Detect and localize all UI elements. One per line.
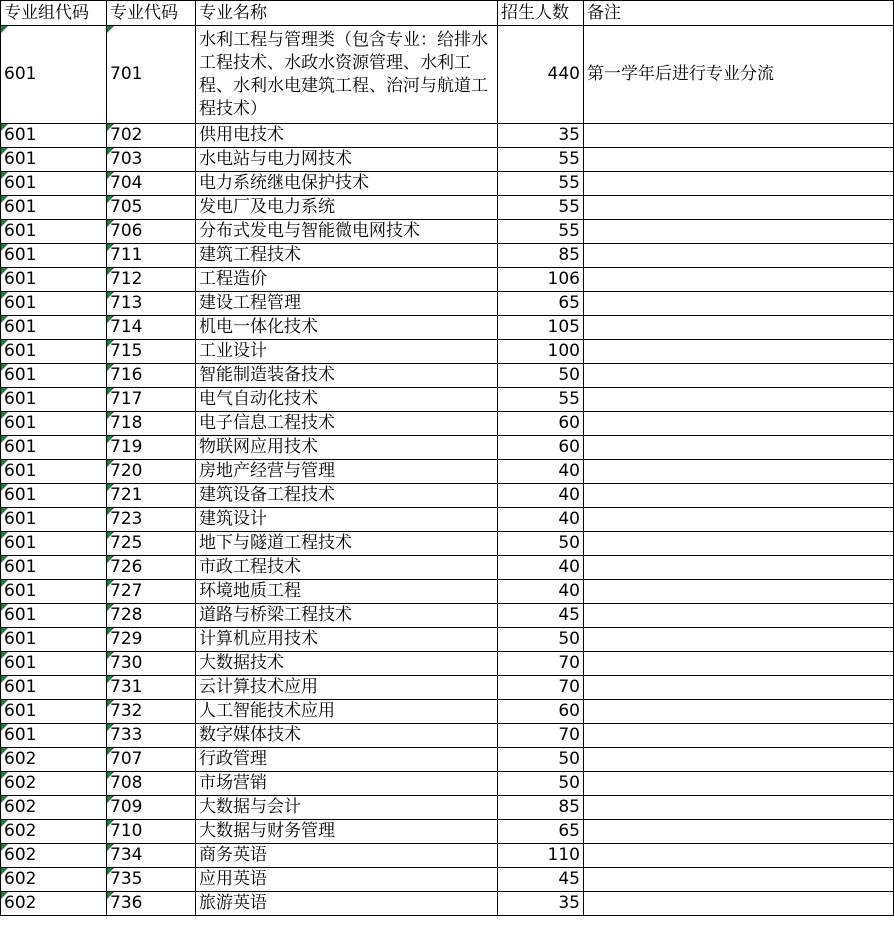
cell-remarks[interactable]: [584, 244, 894, 268]
cell-major-name[interactable]: 发电厂及电力系统: [196, 196, 498, 220]
table-row: [1, 364, 894, 388]
cell-group-code[interactable]: 601: [1, 652, 107, 676]
cell-major-code[interactable]: 702: [107, 124, 196, 148]
cell-group-code[interactable]: 602: [1, 748, 107, 772]
cell-enrollment[interactable]: 40: [498, 556, 584, 580]
cell-group-code[interactable]: 601: [1, 268, 107, 292]
cell-group-code[interactable]: 601: [1, 220, 107, 244]
cell-major-name[interactable]: 水利工程与管理类（包含专业：给排水工程技术、水政水资源管理、水利工程、水利水电建筑工程、治河与航道工程技术）: [196, 26, 498, 124]
cell-group-code[interactable]: 601: [1, 532, 107, 556]
cell-major-code[interactable]: 707: [107, 748, 196, 772]
cell-major-name[interactable]: 市场营销: [196, 772, 498, 796]
cell-remarks[interactable]: [584, 580, 894, 604]
cell-enrollment[interactable]: 35: [498, 124, 584, 148]
cell-group-code[interactable]: 601: [1, 508, 107, 532]
cell-remarks[interactable]: [584, 292, 894, 316]
cell-enrollment[interactable]: 40: [498, 580, 584, 604]
cell-major-name[interactable]: 行政管理: [196, 748, 498, 772]
cell-remarks[interactable]: [584, 484, 894, 508]
cell-major-code[interactable]: 721: [107, 484, 196, 508]
cell-enrollment[interactable]: 106: [498, 268, 584, 292]
cell-remarks[interactable]: [584, 748, 894, 772]
cell-major-code[interactable]: 726: [107, 556, 196, 580]
table-row: [1, 220, 894, 244]
cell-enrollment[interactable]: 50: [498, 748, 584, 772]
cell-major-code[interactable]: 729: [107, 628, 196, 652]
cell-remarks[interactable]: [584, 844, 894, 868]
cell-enrollment[interactable]: 50: [498, 364, 584, 388]
cell-enrollment[interactable]: 35: [498, 892, 584, 916]
cell-major-code[interactable]: 703: [107, 148, 196, 172]
cell-major-name[interactable]: 建筑设计: [196, 508, 498, 532]
cell-remarks[interactable]: [584, 796, 894, 820]
cell-group-code[interactable]: 601: [1, 676, 107, 700]
table-row: [1, 556, 894, 580]
cell-major-name[interactable]: 电气自动化技术: [196, 388, 498, 412]
cell-remarks[interactable]: [584, 148, 894, 172]
cell-enrollment[interactable]: 55: [498, 148, 584, 172]
cell-group-code[interactable]: 601: [1, 172, 107, 196]
cell-major-name[interactable]: 大数据与会计: [196, 796, 498, 820]
table-row: [1, 316, 894, 340]
cell-group-code[interactable]: 601: [1, 316, 107, 340]
cell-major-name[interactable]: 工业设计: [196, 340, 498, 364]
cell-enrollment[interactable]: 85: [498, 244, 584, 268]
cell-major-name[interactable]: 地下与隧道工程技术: [196, 532, 498, 556]
cell-remarks[interactable]: [584, 364, 894, 388]
cell-enrollment[interactable]: 55: [498, 172, 584, 196]
cell-major-name[interactable]: 大数据技术: [196, 652, 498, 676]
cell-enrollment[interactable]: 50: [498, 772, 584, 796]
table-row: [1, 268, 894, 292]
cell-remarks[interactable]: [584, 868, 894, 892]
cell-remarks[interactable]: [584, 220, 894, 244]
cell-major-code[interactable]: 717: [107, 388, 196, 412]
cell-major-code[interactable]: 705: [107, 196, 196, 220]
cell-remarks[interactable]: [584, 628, 894, 652]
cell-enrollment[interactable]: 65: [498, 820, 584, 844]
cell-group-code[interactable]: 601: [1, 244, 107, 268]
cell-enrollment[interactable]: 55: [498, 196, 584, 220]
cell-group-code[interactable]: 601: [1, 412, 107, 436]
cell-remarks[interactable]: 第一学年后进行专业分流: [584, 26, 894, 124]
cell-group-code[interactable]: 601: [1, 484, 107, 508]
cell-group-code[interactable]: 602: [1, 844, 107, 868]
table-row: [1, 676, 894, 700]
table-row: [1, 892, 894, 916]
cell-remarks[interactable]: [584, 412, 894, 436]
table-row: [1, 484, 894, 508]
table-row: [1, 628, 894, 652]
cell-enrollment[interactable]: 440: [498, 26, 584, 124]
header-row: [1, 1, 894, 26]
cell-major-name[interactable]: 环境地质工程: [196, 580, 498, 604]
cell-major-code[interactable]: 720: [107, 460, 196, 484]
cell-major-code[interactable]: 723: [107, 508, 196, 532]
cell-enrollment[interactable]: 60: [498, 412, 584, 436]
cell-enrollment[interactable]: 45: [498, 868, 584, 892]
cell-group-code[interactable]: 601: [1, 388, 107, 412]
cell-major-code[interactable]: 727: [107, 580, 196, 604]
cell-group-code[interactable]: 601: [1, 556, 107, 580]
cell-remarks[interactable]: [584, 460, 894, 484]
cell-group-code[interactable]: 601: [1, 26, 107, 124]
cell-remarks[interactable]: [584, 700, 894, 724]
cell-remarks[interactable]: [584, 532, 894, 556]
cell-remarks[interactable]: [584, 268, 894, 292]
cell-major-code[interactable]: 712: [107, 268, 196, 292]
table-row: [1, 148, 894, 172]
cell-group-code[interactable]: 602: [1, 892, 107, 916]
cell-remarks[interactable]: [584, 508, 894, 532]
cell-remarks[interactable]: [584, 772, 894, 796]
cell-major-name[interactable]: 建筑工程技术: [196, 244, 498, 268]
cell-major-name[interactable]: 人工智能技术应用: [196, 700, 498, 724]
cell-major-name[interactable]: 道路与桥梁工程技术: [196, 604, 498, 628]
cell-major-name[interactable]: 电力系统继电保护技术: [196, 172, 498, 196]
cell-major-name[interactable]: 市政工程技术: [196, 556, 498, 580]
cell-enrollment[interactable]: 50: [498, 532, 584, 556]
table-row: [1, 868, 894, 892]
table-row: [1, 508, 894, 532]
cell-major-name[interactable]: 物联网应用技术: [196, 436, 498, 460]
cell-major-code[interactable]: 719: [107, 436, 196, 460]
cell-major-name[interactable]: 云计算技术应用: [196, 676, 498, 700]
table-row: [1, 412, 894, 436]
cell-major-name[interactable]: 建设工程管理: [196, 292, 498, 316]
cell-major-name[interactable]: 应用英语: [196, 868, 498, 892]
cell-group-code[interactable]: 602: [1, 796, 107, 820]
cell-remarks[interactable]: [584, 892, 894, 916]
cell-group-code[interactable]: 601: [1, 196, 107, 220]
cell-enrollment[interactable]: 65: [498, 292, 584, 316]
cell-group-code[interactable]: 601: [1, 124, 107, 148]
header-major-name[interactable]: 专业名称: [196, 1, 498, 26]
cell-major-code[interactable]: 710: [107, 820, 196, 844]
cell-remarks[interactable]: [584, 556, 894, 580]
cell-group-code[interactable]: 602: [1, 868, 107, 892]
cell-major-code[interactable]: 730: [107, 652, 196, 676]
cell-major-name[interactable]: 机电一体化技术: [196, 316, 498, 340]
cell-remarks[interactable]: [584, 820, 894, 844]
cell-enrollment[interactable]: 70: [498, 652, 584, 676]
cell-major-name[interactable]: 水电站与电力网技术: [196, 148, 498, 172]
table-row: [1, 292, 894, 316]
table-row: [1, 748, 894, 772]
cell-enrollment[interactable]: 85: [498, 796, 584, 820]
cell-major-code[interactable]: 708: [107, 772, 196, 796]
cell-major-code[interactable]: 736: [107, 892, 196, 916]
table-row: [1, 172, 894, 196]
cell-enrollment[interactable]: 60: [498, 700, 584, 724]
header-enrollment[interactable]: 招生人数: [498, 1, 584, 26]
cell-remarks[interactable]: [584, 724, 894, 748]
cell-remarks[interactable]: [584, 652, 894, 676]
table-row: [1, 604, 894, 628]
cell-group-code[interactable]: 601: [1, 580, 107, 604]
cell-major-name[interactable]: 计算机应用技术: [196, 628, 498, 652]
cell-major-code[interactable]: 733: [107, 724, 196, 748]
cell-major-code[interactable]: 732: [107, 700, 196, 724]
cell-enrollment[interactable]: 45: [498, 604, 584, 628]
cell-remarks[interactable]: [584, 172, 894, 196]
cell-enrollment[interactable]: 55: [498, 388, 584, 412]
cell-group-code[interactable]: 601: [1, 292, 107, 316]
cell-remarks[interactable]: [584, 604, 894, 628]
cell-remarks[interactable]: [584, 676, 894, 700]
cell-group-code[interactable]: 601: [1, 340, 107, 364]
cell-major-code[interactable]: 728: [107, 604, 196, 628]
cell-group-code[interactable]: 602: [1, 820, 107, 844]
cell-major-name[interactable]: 电子信息工程技术: [196, 412, 498, 436]
cell-major-name[interactable]: 工程造价: [196, 268, 498, 292]
cell-enrollment[interactable]: 100: [498, 340, 584, 364]
table-body: [1, 26, 894, 916]
table-row: [1, 796, 894, 820]
cell-remarks[interactable]: [584, 196, 894, 220]
cell-major-code[interactable]: 734: [107, 844, 196, 868]
table-row: [1, 340, 894, 364]
cell-remarks[interactable]: [584, 124, 894, 148]
cell-major-code[interactable]: 704: [107, 172, 196, 196]
cell-major-name[interactable]: 旅游英语: [196, 892, 498, 916]
cell-major-code[interactable]: 716: [107, 364, 196, 388]
table-row: [1, 772, 894, 796]
cell-major-code[interactable]: 718: [107, 412, 196, 436]
cell-enrollment[interactable]: 70: [498, 676, 584, 700]
cell-enrollment[interactable]: 40: [498, 508, 584, 532]
header-group-code[interactable]: 专业组代码: [1, 1, 107, 26]
header-remarks[interactable]: 备注: [584, 1, 894, 26]
table-row: [1, 460, 894, 484]
cell-group-code[interactable]: 602: [1, 772, 107, 796]
cell-major-name[interactable]: 商务英语: [196, 844, 498, 868]
table-row: [1, 820, 894, 844]
cell-major-name[interactable]: 大数据与财务管理: [196, 820, 498, 844]
table-row: [1, 244, 894, 268]
cell-major-name[interactable]: 数字媒体技术: [196, 724, 498, 748]
cell-major-code[interactable]: 731: [107, 676, 196, 700]
cell-enrollment[interactable]: 55: [498, 220, 584, 244]
cell-major-code[interactable]: 709: [107, 796, 196, 820]
table-row: [1, 652, 894, 676]
cell-major-code[interactable]: 714: [107, 316, 196, 340]
table-row: [1, 724, 894, 748]
cell-group-code[interactable]: 601: [1, 148, 107, 172]
cell-group-code[interactable]: 601: [1, 700, 107, 724]
table-row: [1, 532, 894, 556]
cell-major-code[interactable]: 715: [107, 340, 196, 364]
table-row: [1, 580, 894, 604]
cell-major-code[interactable]: 713: [107, 292, 196, 316]
cell-group-code[interactable]: 601: [1, 436, 107, 460]
cell-group-code[interactable]: 601: [1, 724, 107, 748]
cell-major-name[interactable]: 供用电技术: [196, 124, 498, 148]
cell-remarks[interactable]: [584, 340, 894, 364]
table-row: [1, 436, 894, 460]
table-row: [1, 388, 894, 412]
table-row: [1, 844, 894, 868]
cell-enrollment[interactable]: 40: [498, 460, 584, 484]
cell-major-code[interactable]: 701: [107, 26, 196, 124]
cell-major-code[interactable]: 735: [107, 868, 196, 892]
cell-enrollment[interactable]: 70: [498, 724, 584, 748]
cell-enrollment[interactable]: 110: [498, 844, 584, 868]
cell-group-code[interactable]: 601: [1, 460, 107, 484]
header-major-code[interactable]: 专业代码: [107, 1, 196, 26]
cell-remarks[interactable]: [584, 436, 894, 460]
cell-major-name[interactable]: 分布式发电与智能微电网技术: [196, 220, 498, 244]
cell-major-name[interactable]: 建筑设备工程技术: [196, 484, 498, 508]
cell-major-code[interactable]: 711: [107, 244, 196, 268]
cell-group-code[interactable]: 601: [1, 604, 107, 628]
table-row: [1, 124, 894, 148]
cell-group-code[interactable]: 601: [1, 628, 107, 652]
cell-major-code[interactable]: 706: [107, 220, 196, 244]
table-row: [1, 26, 894, 124]
cell-major-name[interactable]: 智能制造装备技术: [196, 364, 498, 388]
cell-major-code[interactable]: 725: [107, 532, 196, 556]
cell-enrollment[interactable]: 105: [498, 316, 584, 340]
cell-enrollment[interactable]: 50: [498, 628, 584, 652]
table-row: [1, 700, 894, 724]
cell-remarks[interactable]: [584, 388, 894, 412]
cell-remarks[interactable]: [584, 316, 894, 340]
table-row: [1, 196, 894, 220]
cell-enrollment[interactable]: 40: [498, 484, 584, 508]
cell-enrollment[interactable]: 60: [498, 436, 584, 460]
cell-major-name[interactable]: 房地产经营与管理: [196, 460, 498, 484]
cell-group-code[interactable]: 601: [1, 364, 107, 388]
